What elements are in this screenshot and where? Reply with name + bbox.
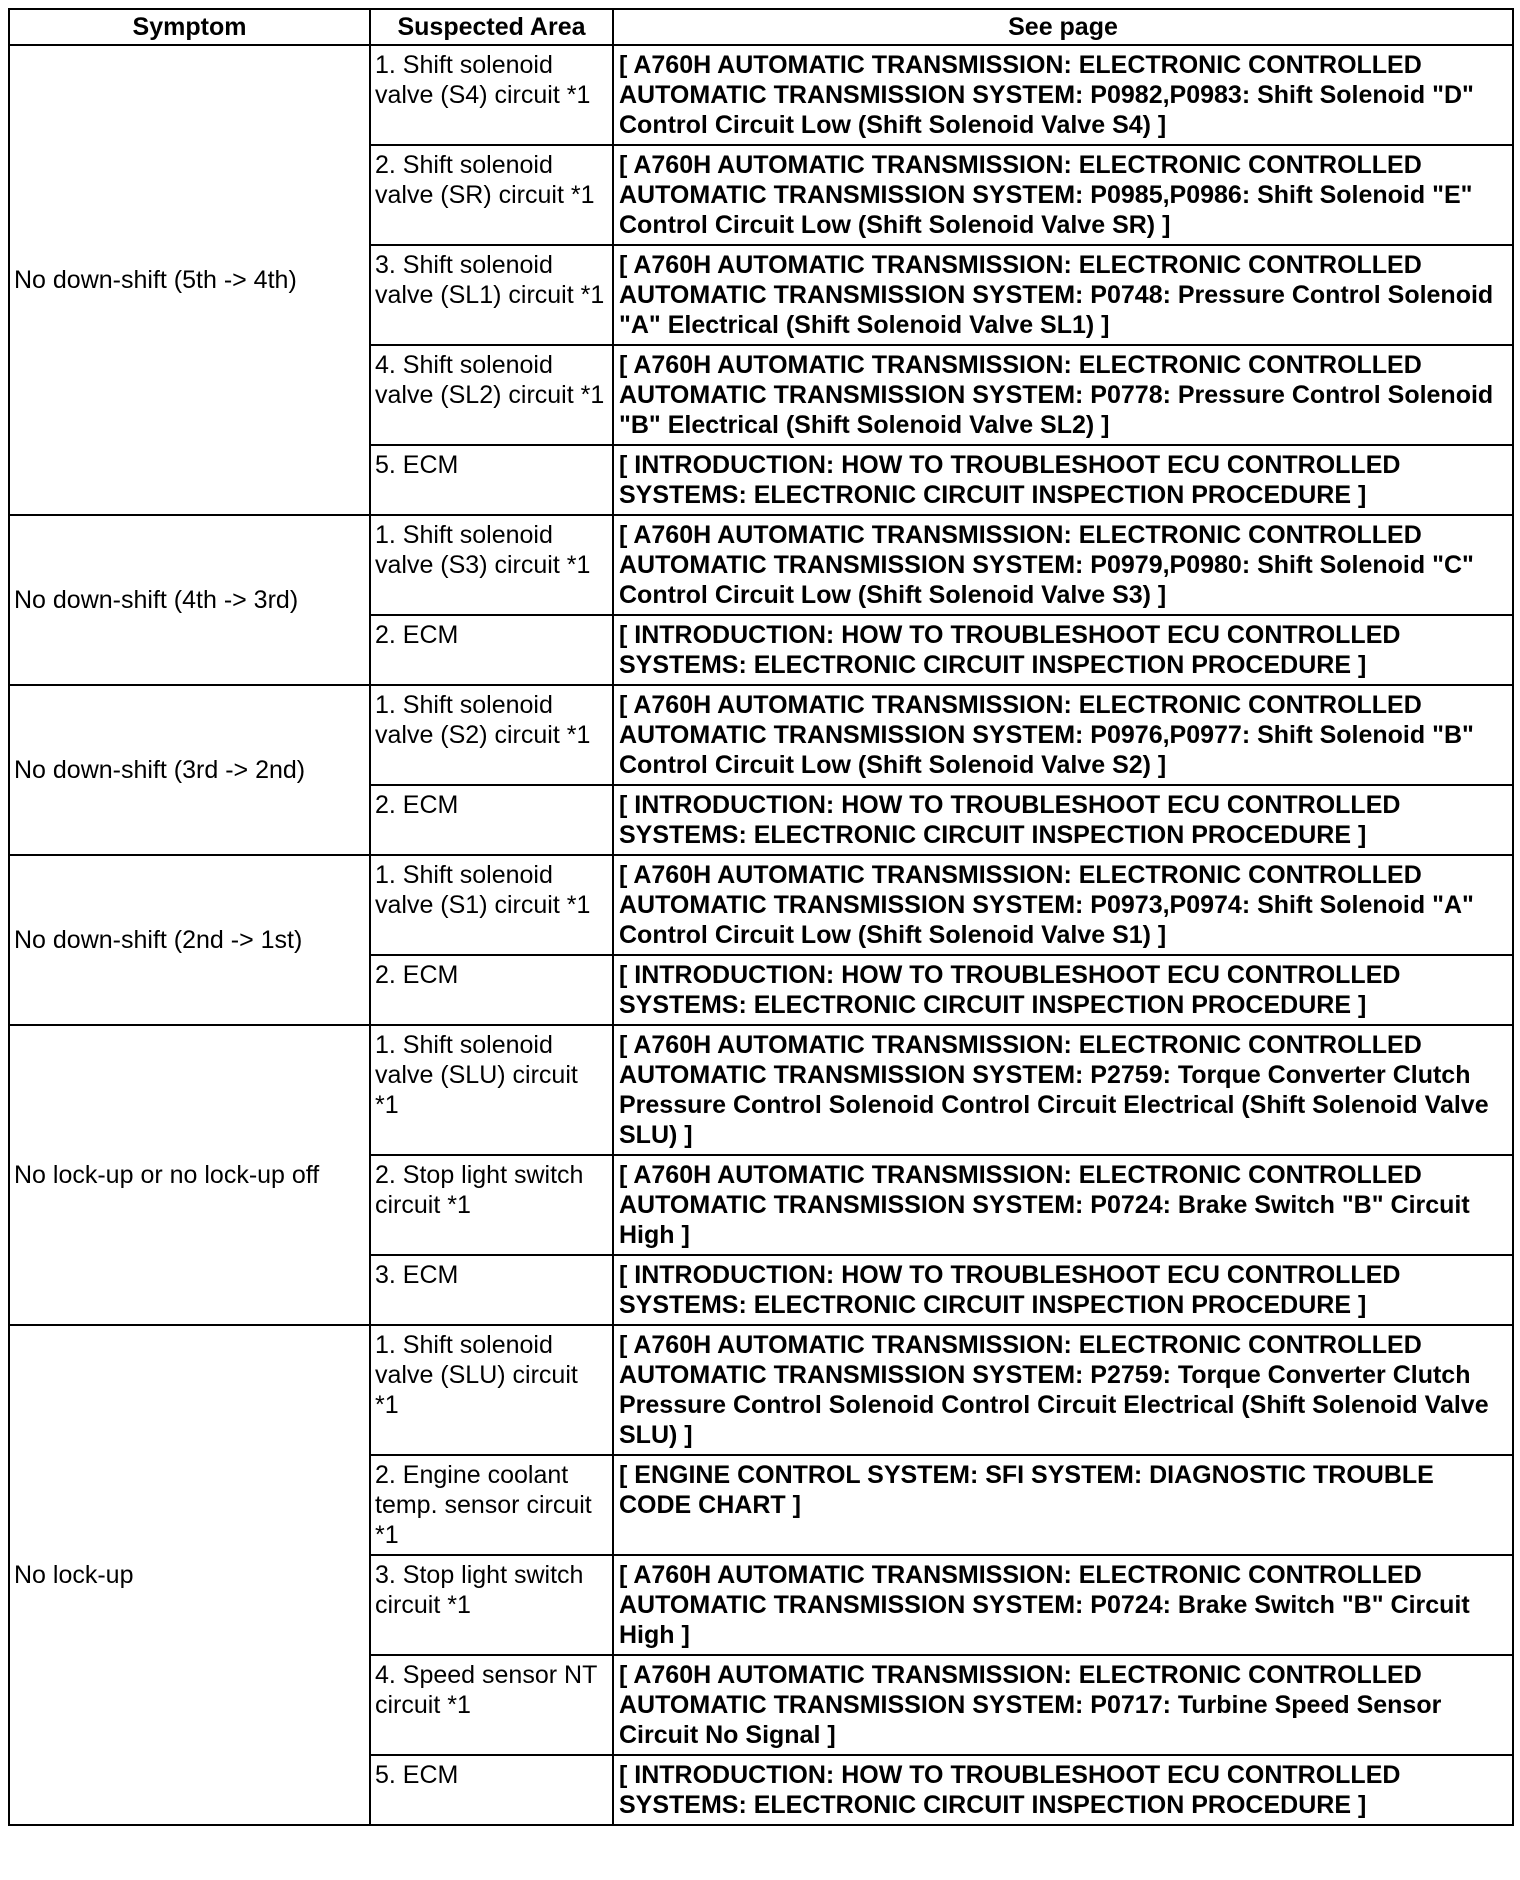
table-row: [9, 685, 1513, 785]
see-page-reference[interactable]: [ A760H AUTOMATIC TRANSMISSION: ELECTRONIC CONTROLLED AUTOMATIC TRANSMISSION SYSTEM: P2759: Torque Converter Clutch Pressure Control Solenoid Control Circuit Electrical (Shift Solenoid Valve SLU) ]: [613, 1025, 1513, 1155]
table-body: [9, 45, 1513, 1825]
see-page-reference[interactable]: [ INTRODUCTION: HOW TO TROUBLESHOOT ECU CONTROLLED SYSTEMS: ELECTRONIC CIRCUIT INSPECTION PROCEDURE ]: [613, 1755, 1513, 1825]
see-page-reference[interactable]: [ A760H AUTOMATIC TRANSMISSION: ELECTRONIC CONTROLLED AUTOMATIC TRANSMISSION SYSTEM: P0778: Pressure Control Solenoid "B" Electrical (Shift Solenoid Valve SL2) ]: [613, 345, 1513, 445]
table-row: [9, 1325, 1513, 1455]
suspected-area-cell: 1. Shift solenoid valve (S4) circuit *1: [370, 45, 613, 145]
suspected-area-cell: 2. Shift solenoid valve (SR) circuit *1: [370, 145, 613, 245]
suspected-area-cell: 1. Shift solenoid valve (S2) circuit *1: [370, 685, 613, 785]
suspected-area-cell: 5. ECM: [370, 1755, 613, 1825]
see-page-reference[interactable]: [ A760H AUTOMATIC TRANSMISSION: ELECTRONIC CONTROLLED AUTOMATIC TRANSMISSION SYSTEM: P0724: Brake Switch "B" Circuit High ]: [613, 1155, 1513, 1255]
suspected-area-cell: 4. Shift solenoid valve (SL2) circuit *1: [370, 345, 613, 445]
see-page-reference[interactable]: [ ENGINE CONTROL SYSTEM: SFI SYSTEM: DIAGNOSTIC TROUBLE CODE CHART ]: [613, 1455, 1513, 1555]
suspected-area-cell: 4. Speed sensor NT circuit *1: [370, 1655, 613, 1755]
table-row: [9, 515, 1513, 615]
see-page-reference[interactable]: [ A760H AUTOMATIC TRANSMISSION: ELECTRONIC CONTROLLED AUTOMATIC TRANSMISSION SYSTEM: P0982,P0983: Shift Solenoid "D" Control Circuit Low (Shift Solenoid Valve S4) ]: [613, 45, 1513, 145]
symptom-cell: No down-shift (2nd -> 1st): [9, 855, 370, 1025]
symptom-cell: No down-shift (3rd -> 2nd): [9, 685, 370, 855]
suspected-area-header: Suspected Area: [370, 9, 613, 45]
header-row: [9, 9, 1513, 45]
see-page-reference[interactable]: [ A760H AUTOMATIC TRANSMISSION: ELECTRONIC CONTROLLED AUTOMATIC TRANSMISSION SYSTEM: P0724: Brake Switch "B" Circuit High ]: [613, 1555, 1513, 1655]
symptom-cell: No down-shift (5th -> 4th): [9, 45, 370, 515]
see-page-reference[interactable]: [ A760H AUTOMATIC TRANSMISSION: ELECTRONIC CONTROLLED AUTOMATIC TRANSMISSION SYSTEM: P0976,P0977: Shift Solenoid "B" Control Circuit Low (Shift Solenoid Valve S2) ]: [613, 685, 1513, 785]
symptom-cell: No lock-up or no lock-up off: [9, 1025, 370, 1325]
see-page-reference[interactable]: [ A760H AUTOMATIC TRANSMISSION: ELECTRONIC CONTROLLED AUTOMATIC TRANSMISSION SYSTEM: P0748: Pressure Control Solenoid "A" Electrical (Shift Solenoid Valve SL1) ]: [613, 245, 1513, 345]
see-page-reference[interactable]: [ INTRODUCTION: HOW TO TROUBLESHOOT ECU CONTROLLED SYSTEMS: ELECTRONIC CIRCUIT INSPECTION PROCEDURE ]: [613, 955, 1513, 1025]
suspected-area-cell: 3. Stop light switch circuit *1: [370, 1555, 613, 1655]
see-page-reference[interactable]: [ A760H AUTOMATIC TRANSMISSION: ELECTRONIC CONTROLLED AUTOMATIC TRANSMISSION SYSTEM: P0985,P0986: Shift Solenoid "E" Control Circuit Low (Shift Solenoid Valve SR) ]: [613, 145, 1513, 245]
see-page-reference[interactable]: [ A760H AUTOMATIC TRANSMISSION: ELECTRONIC CONTROLLED AUTOMATIC TRANSMISSION SYSTEM: P2759: Torque Converter Clutch Pressure Control Solenoid Control Circuit Electrical (Shift Solenoid Valve SLU) ]: [613, 1325, 1513, 1455]
suspected-area-cell: 3. Shift solenoid valve (SL1) circuit *1: [370, 245, 613, 345]
see-page-reference[interactable]: [ INTRODUCTION: HOW TO TROUBLESHOOT ECU CONTROLLED SYSTEMS: ELECTRONIC CIRCUIT INSPECTION PROCEDURE ]: [613, 785, 1513, 855]
troubleshooting-table: [8, 8, 1514, 1826]
suspected-area-cell: 5. ECM: [370, 445, 613, 515]
suspected-area-cell: 2. Stop light switch circuit *1: [370, 1155, 613, 1255]
suspected-area-cell: 2. Engine coolant temp. sensor circuit *1: [370, 1455, 613, 1555]
see-page-reference[interactable]: [ A760H AUTOMATIC TRANSMISSION: ELECTRONIC CONTROLLED AUTOMATIC TRANSMISSION SYSTEM: P0973,P0974: Shift Solenoid "A" Control Circuit Low (Shift Solenoid Valve S1) ]: [613, 855, 1513, 955]
suspected-area-cell: 1. Shift solenoid valve (SLU) circuit *1: [370, 1325, 613, 1455]
see-page-reference[interactable]: [ INTRODUCTION: HOW TO TROUBLESHOOT ECU CONTROLLED SYSTEMS: ELECTRONIC CIRCUIT INSPECTION PROCEDURE ]: [613, 445, 1513, 515]
table-row: [9, 1025, 1513, 1155]
symptom-header: Symptom: [9, 9, 370, 45]
suspected-area-cell: 3. ECM: [370, 1255, 613, 1325]
suspected-area-cell: 1. Shift solenoid valve (SLU) circuit *1: [370, 1025, 613, 1155]
table-row: [9, 45, 1513, 145]
table-row: [9, 855, 1513, 955]
suspected-area-cell: 1. Shift solenoid valve (S1) circuit *1: [370, 855, 613, 955]
symptom-cell: No down-shift (4th -> 3rd): [9, 515, 370, 685]
suspected-area-cell: 2. ECM: [370, 615, 613, 685]
see-page-reference[interactable]: [ INTRODUCTION: HOW TO TROUBLESHOOT ECU CONTROLLED SYSTEMS: ELECTRONIC CIRCUIT INSPECTION PROCEDURE ]: [613, 1255, 1513, 1325]
see-page-reference[interactable]: [ A760H AUTOMATIC TRANSMISSION: ELECTRONIC CONTROLLED AUTOMATIC TRANSMISSION SYSTEM: P0717: Turbine Speed Sensor Circuit No Signal ]: [613, 1655, 1513, 1755]
suspected-area-cell: 2. ECM: [370, 955, 613, 1025]
suspected-area-cell: 2. ECM: [370, 785, 613, 855]
see-page-reference[interactable]: [ A760H AUTOMATIC TRANSMISSION: ELECTRONIC CONTROLLED AUTOMATIC TRANSMISSION SYSTEM: P0979,P0980: Shift Solenoid "C" Control Circuit Low (Shift Solenoid Valve S3) ]: [613, 515, 1513, 615]
symptom-cell: No lock-up: [9, 1325, 370, 1825]
suspected-area-cell: 1. Shift solenoid valve (S3) circuit *1: [370, 515, 613, 615]
see-page-header: See page: [613, 9, 1513, 45]
see-page-reference[interactable]: [ INTRODUCTION: HOW TO TROUBLESHOOT ECU CONTROLLED SYSTEMS: ELECTRONIC CIRCUIT INSPECTION PROCEDURE ]: [613, 615, 1513, 685]
